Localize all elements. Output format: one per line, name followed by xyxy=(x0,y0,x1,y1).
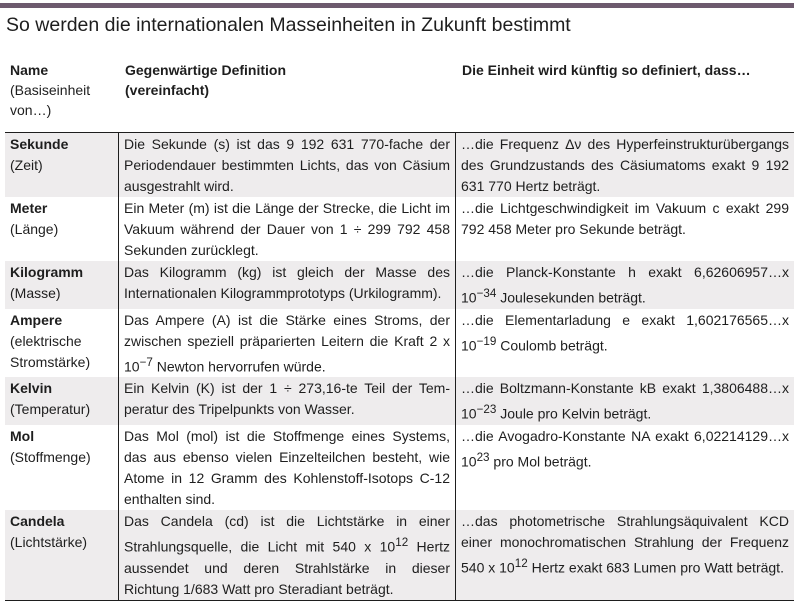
header-name-label: Name xyxy=(10,62,49,78)
table-row xyxy=(5,261,794,309)
header-future xyxy=(462,60,792,80)
future-definition: …die Boltzmann-Konstante kB exakt 1,3806488…x $10^{-23}$ Joule pro Kelvin beträgt. xyxy=(456,377,795,425)
unit-name: Ampere xyxy=(10,311,63,328)
future-definition: …die Lichtgeschwindigkeit im Vakuum c exakt 299 792 458 Meter pro Sekunde beträgt. xyxy=(461,200,789,237)
header-current-sub: (vereinfacht) xyxy=(125,82,210,98)
unit-name: Kilogramm xyxy=(10,264,84,280)
unit-name-cell xyxy=(5,510,119,600)
page-title: So werden die internationalen Masseinheiten in Zukunft bestimmt xyxy=(6,14,571,36)
unit-name-cell xyxy=(5,261,119,309)
table-row xyxy=(5,425,794,510)
units-table xyxy=(5,132,794,601)
unit-name-cell xyxy=(5,309,119,378)
table-row xyxy=(5,133,794,198)
unit-name-cell xyxy=(5,425,119,510)
unit-name-cell xyxy=(5,197,119,261)
unit-dimension: (Lichtstärke) xyxy=(10,533,88,550)
current-definition: Das Kilogramm (kg) ist gleich der Masse des Internationalen Kilogrammprototyps (Urkilogramm). xyxy=(119,261,456,309)
unit-name-cell xyxy=(5,377,119,425)
table-row xyxy=(5,510,794,600)
header-name-sub: (Basiseinheit von…) xyxy=(10,82,91,118)
current-definition: Das Mol (mol) ist die Stoffmenge eines Systems, das aus ebenso vielen Einzelteilchen besteht, wie Atome in 12 Gramm des Kohlenstoff-Isotops C-12 enthalten sind. xyxy=(119,425,456,510)
future-definition: …die Frequenz Δν des Hyperfeinstrukturübergangs des Grundzustands des Cäsiumatoms exakt 9 192 631 770 Hertz beträgt. xyxy=(456,133,795,198)
future-definition: …die Avogadro-Konstante NA exakt 6,02214129…x $10^{23}$ pro Mol beträgt. xyxy=(461,427,789,470)
unit-name: Candela xyxy=(10,512,65,529)
unit-dimension: (Masse) xyxy=(10,285,61,301)
future-definition: …die Elementarladung e exakt 1,602176565…x $10^{-19}$ Coulomb beträgt. xyxy=(461,311,789,354)
header-current xyxy=(125,60,455,100)
header-current-label: Gegenwärtige Definition xyxy=(125,62,287,78)
table-row xyxy=(5,197,794,261)
future-definition: …die Planck-Konstante h exakt 6,62606957…x $10^{-34}$ Joulesekunden beträgt. xyxy=(456,261,795,309)
current-definition: Die Sekunde (s) ist das 9 192 631 770-fache der Periodendauer bestimmten Lichts, das von Cäsium ausgestrahlt wird. xyxy=(119,133,456,198)
current-definition: Ein Meter (m) ist die Länge der Strecke, die Licht im Vakuum während der Dauer von 1 ÷ 299 792 458 Sekunden zurücklegt. xyxy=(119,197,456,261)
unit-name: Sekunde xyxy=(10,136,69,152)
table-row xyxy=(5,377,794,425)
unit-name: Meter xyxy=(10,200,48,216)
current-definition: Das Candela (cd) ist die Lichtstärke in einer Strahlungsquelle, die Licht mit 540 x $10^{12}$ Hertz aussendet und deren Strahlstärke in dieser Richtung 1/683 Watt pro Steradiant beträgt. xyxy=(119,510,456,600)
unit-name-cell xyxy=(5,133,119,198)
current-definition: Das Ampere (A) ist die Stärke eines Stroms, der zwischen speziell präparierten Leitern die Kraft 2 x $10^{-7}$ Newton hervorrufen würde. xyxy=(119,309,456,378)
unit-dimension: (Temperatur) xyxy=(10,401,91,418)
unit-name: Kelvin xyxy=(10,380,53,397)
future-definition: …das photometrische Strahlungsäquivalent KCD einer monochromatischen Strahlung der Frequenz 540 x $10^{12}$ Hertz exakt 683 Lumen pro Watt beträgt. xyxy=(456,510,795,600)
unit-name: Mol xyxy=(10,427,35,444)
table-row xyxy=(5,309,794,378)
unit-dimension: (Zeit) xyxy=(10,157,43,173)
unit-dimension: (Stoffmenge) xyxy=(10,448,91,465)
top-accent-bar xyxy=(0,3,794,8)
current-definition: Ein Kelvin (K) ist der 1 ÷ 273,16-te Teil der Temperatur des Tripelpunkts von Wasser. xyxy=(119,377,456,425)
header-name xyxy=(10,60,116,120)
unit-dimension: (Länge) xyxy=(10,221,59,237)
unit-dimension: (elektrische Stromstärke) xyxy=(10,332,91,370)
header-future-label: Die Einheit wird künftig so definiert, dass… xyxy=(462,62,751,78)
